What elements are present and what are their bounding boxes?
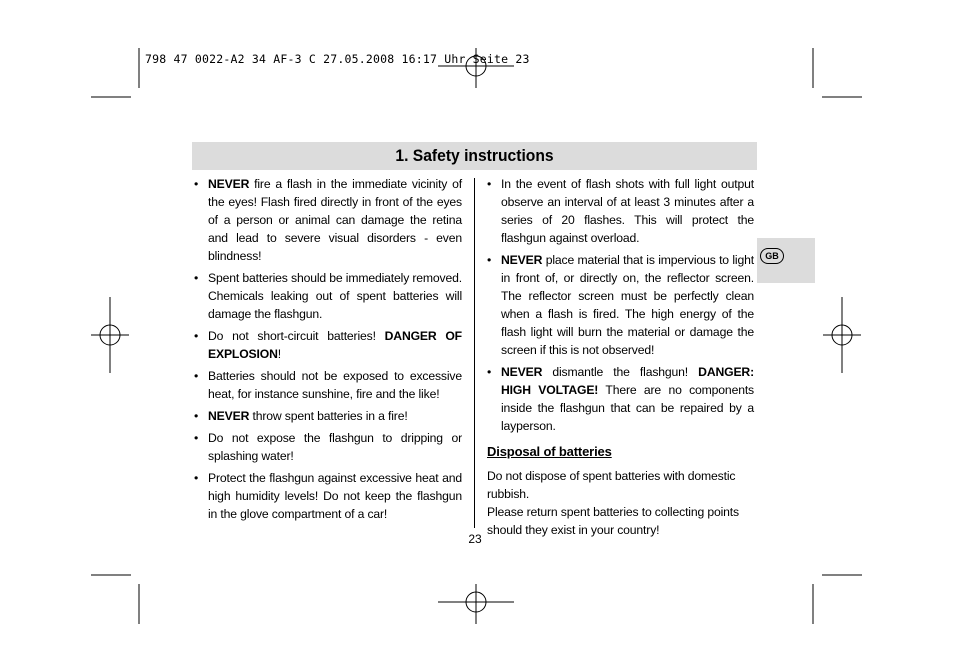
bullet-text: Do not expose the flashgun to dripping or splashing water! xyxy=(208,431,462,463)
bullet-text: dismantle the flashgun! xyxy=(542,365,699,379)
right-column xyxy=(487,175,754,539)
emphasis-text: NEVER xyxy=(501,365,543,379)
safety-bullet xyxy=(487,363,754,435)
safety-bullet xyxy=(487,251,754,359)
safety-bullet xyxy=(194,429,462,465)
disposal-paragraph: Please return spent batteries to collecting points should they exist in your country! xyxy=(487,505,739,537)
emphasis-text: NEVER xyxy=(208,409,250,423)
left-column xyxy=(194,175,462,527)
bullet-text: In the event of flash shots with full light output observe an interval of at least 3 minutes after a series of 20 flashes. This will protect the flashgun against overload. xyxy=(501,177,754,245)
bullet-text: throw spent batteries in a fire! xyxy=(249,409,408,423)
warning-text: DANGER: HIGH VOLTAGE! xyxy=(501,365,754,397)
bullet-text: Do not short-circuit batteries! xyxy=(208,329,385,343)
safety-bullet xyxy=(194,175,462,265)
page-number: 23 xyxy=(468,532,482,546)
safety-bullet xyxy=(194,469,462,523)
language-badge: GB xyxy=(760,248,784,264)
safety-bullet xyxy=(194,407,462,425)
safety-bullet xyxy=(194,367,462,403)
disposal-paragraph: Do not dispose of spent batteries with domestic rubbish. xyxy=(487,469,736,501)
safety-bullet xyxy=(194,327,462,363)
bullet-text: fire a flash in the immediate vicinity of the eyes! Flash fired directly in front of the eyes of a person or animal can damage the retina and lead to severe visual disorders - even blindness! xyxy=(208,177,462,263)
emphasis-text: NEVER xyxy=(208,177,250,191)
left-safety-list xyxy=(194,175,462,523)
safety-bullet xyxy=(487,175,754,247)
disposal-heading: Disposal of batteries xyxy=(487,444,612,459)
emphasis-text: NEVER xyxy=(501,253,543,267)
safety-bullet xyxy=(194,269,462,323)
right-safety-list xyxy=(487,175,754,435)
bullet-text: place material that is impervious to light in front of, or directly on, the reflector screen. The reflector screen must be perfectly clean when a flash is fired. The high energy of the flash light will burn the material or damage the screen if this is not observed! xyxy=(501,253,754,357)
bullet-tail-text: There are no components inside the flashgun that can be repaired by a layperson. xyxy=(501,383,754,433)
bullet-text: Spent batteries should be immediately removed. Chemicals leaking out of spent batteries will damage the flashgun. xyxy=(208,271,462,321)
bullet-tail-text: ! xyxy=(277,347,282,361)
column-divider xyxy=(474,178,475,528)
page-title: 1. Safety instructions xyxy=(395,146,554,165)
warning-text: DANGER OF EXPLOSION xyxy=(208,329,462,361)
bullet-text: Protect the flashgun against excessive heat and high humidity levels! Do not keep the flashgun in the glove compartment of a car! xyxy=(208,471,462,521)
bullet-text: Batteries should not be exposed to excessive heat, for instance sunshine, fire and the like! xyxy=(208,369,462,401)
print-slug: 798 47 0022-A2 34 AF-3 C 27.05.2008 16:17 Uhr Seite 23 xyxy=(145,52,530,66)
